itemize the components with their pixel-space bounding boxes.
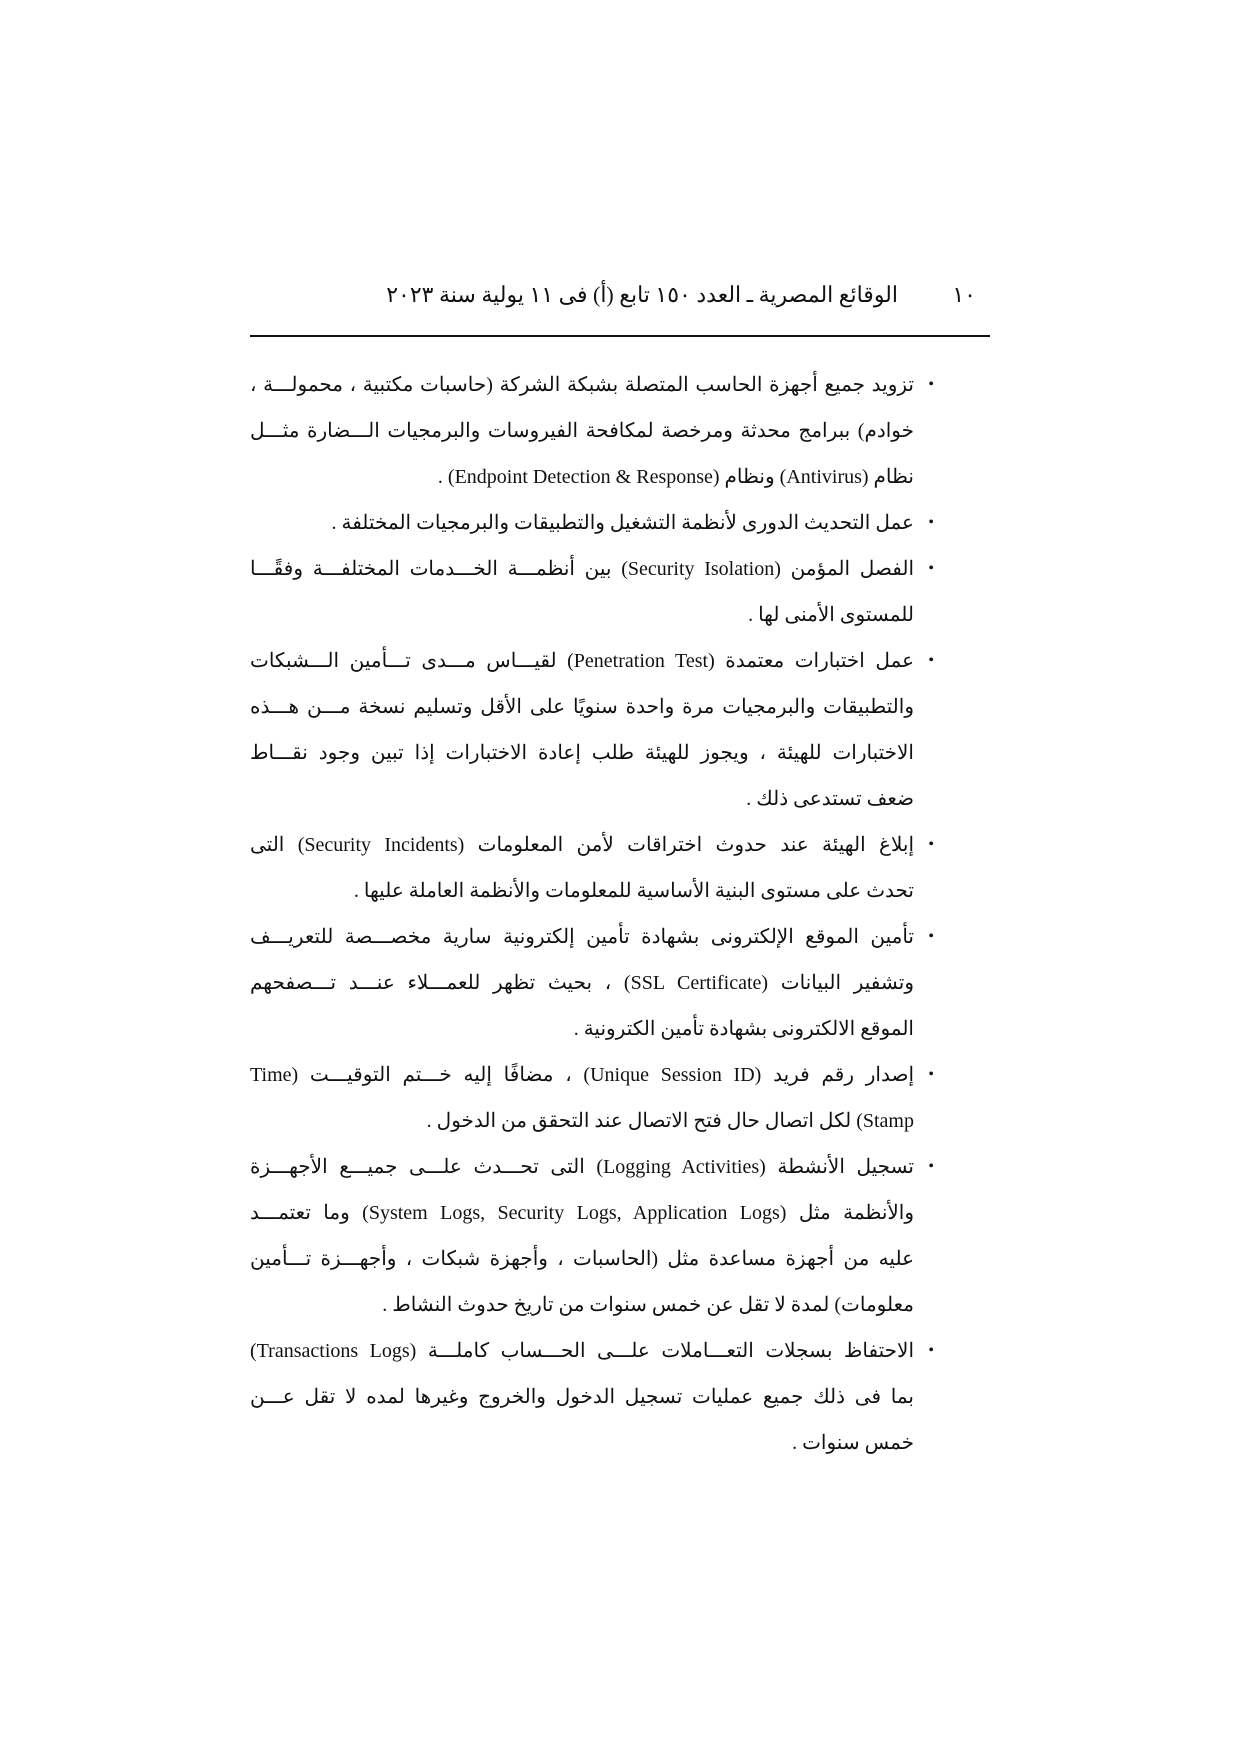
page-number: ١٠ — [952, 282, 976, 307]
list-item — [250, 638, 990, 822]
list-item — [250, 822, 990, 914]
text-line: الفصل المؤمن (Security Isolation) بين أنظمـــة الخـــدمات المختلفـــة وفقًـــا — [250, 558, 915, 580]
document-body — [250, 362, 990, 1466]
bullet-icon: • — [928, 1158, 934, 1175]
text-line: تحدث على مستوى البنية الأساسية للمعلومات والأنظمة العاملة عليها . — [353, 880, 914, 902]
text-line: نظام (Antivirus) ونظام (Endpoint Detection & Response) . — [437, 466, 914, 488]
header-rule — [250, 335, 990, 337]
list-item — [250, 1328, 990, 1466]
list-item — [250, 546, 990, 638]
bullet-icon: • — [928, 1066, 934, 1083]
text-line: تسجيل الأنشطة (Logging Activities) التى تحـــدث علـــى جميـــع الأجهـــزة — [250, 1156, 914, 1178]
text-line: عمل التحديث الدورى لأنظمة التشغيل والتطبيقات والبرمجيات المختلفة . — [331, 512, 914, 534]
bullet-icon: • — [928, 1342, 934, 1359]
list-item — [250, 500, 990, 546]
bullet-icon: • — [928, 928, 934, 945]
text-line: والتطبيقات والبرمجيات مرة واحدة سنويًا على الأقل وتسليم نسخة مـــن هـــذه — [250, 696, 914, 718]
text-line: ضعف تستدعى ذلك . — [746, 788, 914, 810]
text-line: للمستوى الأمنى لها . — [748, 604, 914, 626]
text-line: خوادم) ببرامج محدثة ومرخصة لمكافحة الفيروسات والبرمجيات الـــضارة مثـــل — [250, 420, 914, 442]
text-line: عمل اختبارات معتمدة (Penetration Test) لقيـــاس مـــدى تـــأمين الـــشبكات — [250, 650, 914, 672]
bullet-list — [250, 362, 990, 1466]
text-line: إصدار رقم فريد (Unique Session ID) ، مضافًا إليه خـــتم التوقيـــت (Time — [250, 1064, 914, 1086]
bullet-icon: • — [928, 376, 934, 393]
text-line: تزويد جميع أجهزة الحاسب المتصلة بشبكة الشركة (حاسبات مكتبية ، محمولـــة ، — [250, 374, 914, 396]
list-item — [250, 914, 990, 1052]
text-line: معلومات) لمدة لا تقل عن خمس سنوات من تاريخ حدوث النشاط . — [382, 1294, 914, 1316]
bullet-icon: • — [928, 560, 934, 577]
bullet-icon: • — [928, 836, 934, 853]
text-line: إبلاغ الهيئة عند حدوث اختراقات لأمن المعلومات (Security Incidents) التى — [250, 834, 915, 856]
gazette-title: الوقائع المصرية ـ العدد ١٥٠ تابع (أ) فى ١١ يولية سنة ٢٠٢٣ — [386, 282, 898, 307]
text-line: Stamp) لكل اتصال حال فتح الاتصال عند التحقق من الدخول . — [426, 1110, 914, 1132]
text-line: عليه من أجهزة مساعدة مثل (الحاسبات ، وأجهزة شبكات ، وأجهـــزة تـــأمين — [250, 1248, 914, 1270]
page-header — [250, 282, 990, 318]
bullet-icon: • — [928, 514, 934, 531]
list-item — [250, 1052, 990, 1144]
list-item — [250, 1144, 990, 1328]
text-line: تأمين الموقع الإلكترونى بشهادة تأمين إلكترونية سارية مخصـــصة للتعريـــف — [250, 926, 914, 948]
text-line: بما فى ذلك جميع عمليات تسجيل الدخول والخروج وغيرها لمده لا تقل عـــن — [250, 1386, 914, 1408]
text-line: والأنظمة مثل (System Logs, Security Logs, Application Logs) وما تعتمـــد — [250, 1202, 915, 1224]
text-line: الموقع الالكترونى بشهادة تأمين الكترونية . — [573, 1018, 914, 1040]
list-item — [250, 362, 990, 500]
text-line: وتشفير البيانات (SSL Certificate) ، بحيث تظهر للعمـــلاء عنـــد تـــصفحهم — [250, 972, 914, 994]
text-line: خمس سنوات . — [792, 1432, 914, 1454]
text-line: الاختبارات للهيئة ، ويجوز للهيئة طلب إعادة الاختبارات إذا تبين وجود نقـــاط — [250, 742, 914, 764]
bullet-icon: • — [928, 652, 934, 669]
text-line: الاحتفاظ بسجلات التعـــاملات علـــى الحـــساب كاملـــة (Transactions Logs) — [250, 1340, 914, 1362]
